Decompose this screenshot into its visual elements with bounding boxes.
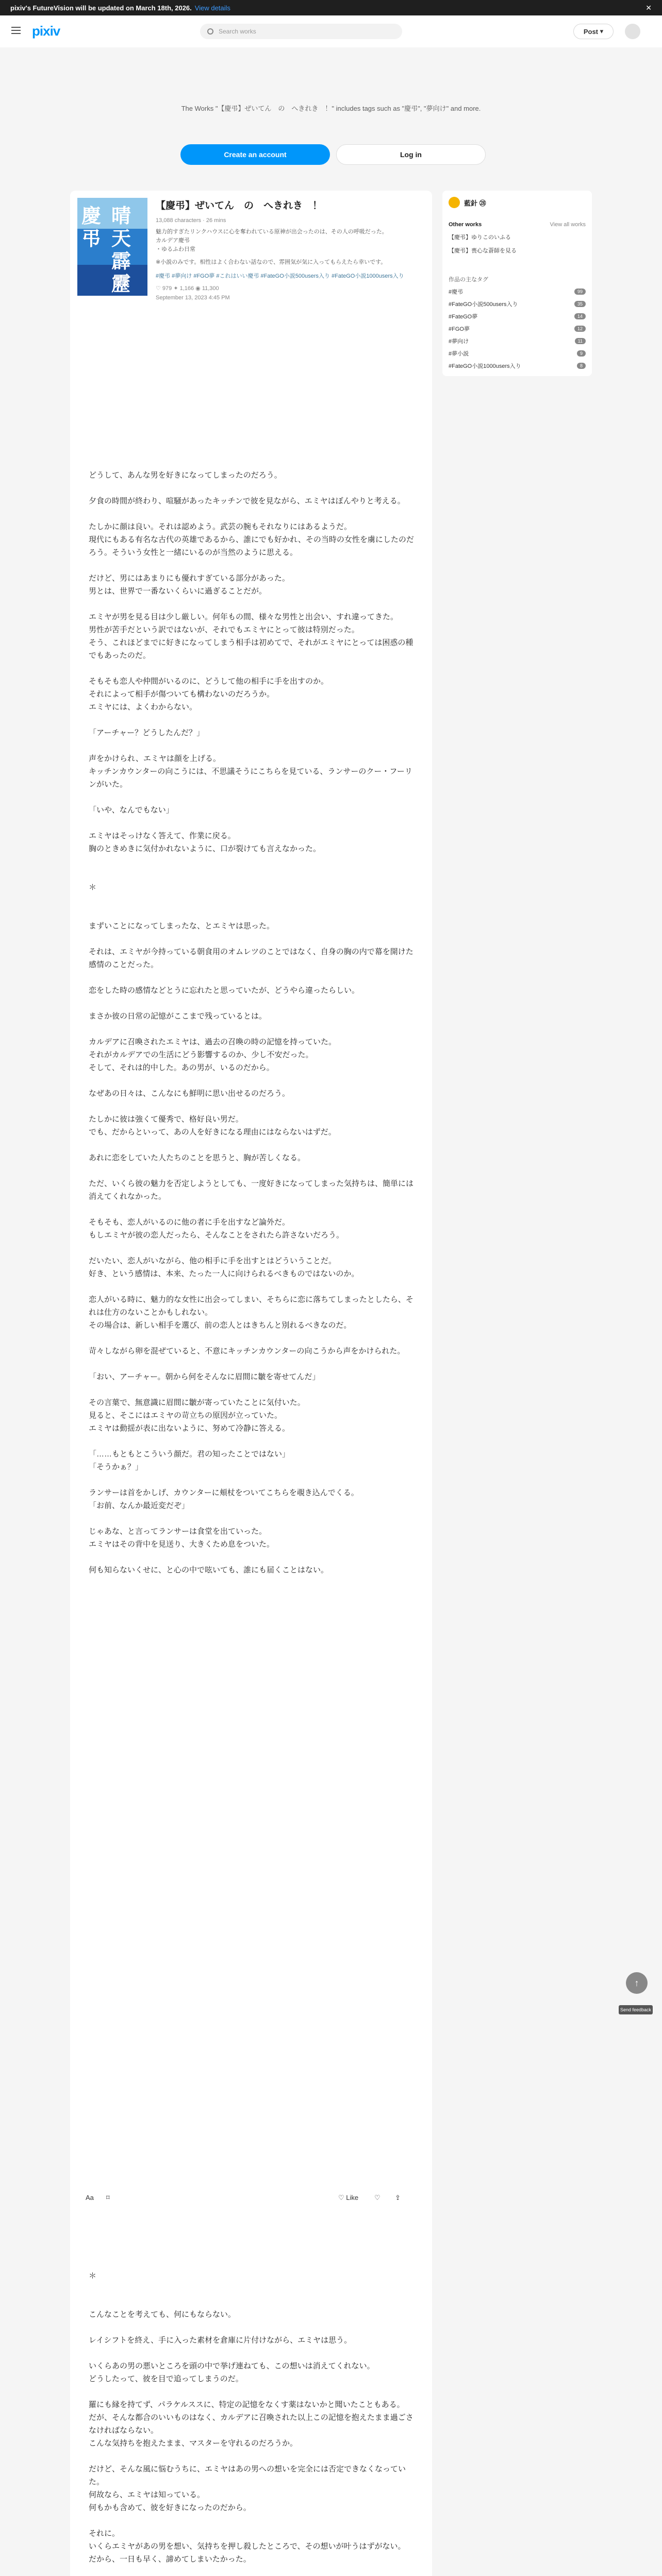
create-account-button[interactable]: Create an account <box>180 144 330 165</box>
menu-icon[interactable] <box>11 27 21 34</box>
sidebar-tag[interactable]: #夢小説 9 <box>449 349 586 358</box>
share-icon[interactable]: ⇪ <box>395 2194 401 2201</box>
work-description: 魅力的すぎたリンクハウスに心を奪われている原神が出会ったのは、その人の呼吸だった。 カルデア慶弔 ・ゆるふわ日常 <box>156 229 388 252</box>
heart-icon[interactable]: ♡ <box>374 2194 380 2201</box>
banner-link[interactable]: View details <box>194 4 230 12</box>
close-icon[interactable]: ✕ <box>646 4 652 12</box>
action-bar <box>70 2190 432 2208</box>
author-avatar[interactable] <box>449 197 460 208</box>
scroll-top-button[interactable]: ↑ <box>626 1972 648 1994</box>
other-work-item[interactable]: 【慶弔】ゆりこのいふる <box>449 234 511 241</box>
work-stats: ♡ 979 ✦ 1,166 ◉ 11,300 <box>156 285 219 292</box>
sidebar-tag[interactable]: #FateGO小説500users入り 35 <box>449 300 586 308</box>
other-work-item[interactable]: 【慶弔】喪心な蒼師を見る <box>449 248 517 254</box>
other-works-header: Other works View all works <box>449 222 586 228</box>
sidebar-tag[interactable]: #FateGO小説1000users入り 8 <box>449 362 586 370</box>
banner-message: pixiv's FutureVision will be updated on March 18th, 2026. <box>10 4 192 12</box>
sidebar-tag[interactable]: #FGO夢 12 <box>449 325 586 333</box>
work-info <box>156 199 424 301</box>
author-card <box>442 191 592 376</box>
author-name[interactable]: 藍針 ㉘ <box>449 197 586 208</box>
sidebar-tag[interactable]: #夢向け 11 <box>449 337 586 345</box>
novel-body: どうして、あんな男を好きになってしまったのだろう。 夕食の時間が終わり、喧騒があったキッチンで彼を見ながら、エミヤはぼんやりと考える。 たしかに顔は良い。それは認めよう。武芸の腕もそれなりにはあるようだ。 現代にもある有名な古代の英雄であるから、誰にでも好かれ、その当時の女性を虜にしたのだろう。そういう女性と一緒にいるのが当然のように思える。 だけど、男にはあまりにも優れすぎている部分があった。 男とは、世界で一番ないくらいに過ぎることだが。 エミヤが男を見る目は少し厳しい。何年もの間、様々な男性と出会い、すれ違ってきた。 男性が苦手だという訳ではないが、それでもエミヤにとって彼は特別だった。 そう、これほどまでに好きになってしまう相手は初めてで、それがエミヤにとっては困惑の種でもあったのだ。 そもそも恋人や仲間がいるのに、どうして他の相手に手を出すのか。 それによって相手が傷ついても構わないのだろうか。 エミヤには、よくわからない。 「アーチャー？どうしたんだ？」 声をかけられ、エミヤは顔を上げる。 キッチンカウンターの向こうには、不思議そうにこちらを見ている、ランサーのクー・フーリンがいた。 「いや、なんでもない」 エミヤはそっけなく答えて、作業に戻る。 胸のときめきに気付かれないように、口が裂けても言えなかった。 ＊ まずいことになってしまったな、とエミヤは思った。 それは、エミヤが今持っている朝食用のオムレツのことではなく、自身の胸の内で幕を開けた感情のことだった。 恋をした時の感情などとうに忘れたと思っていたが、どうやら違ったらしい。 まさか彼の日常の記憶がここまで残っているとは。 カルデアに召喚されたエミヤは、過去の召喚の時の記憶を持っていた。 それがカルデアでの生活にどう影響するのか、少し不安だった。 そして、それは的中した。あの男が、いるのだから。 なぜあの日々は、こんなにも鮮明に思い出せるのだろう。 たしかに彼は強くて優秀で、格好良い男だ。 でも、だからといって、あの人を好きになる理由にはならないはずだ。 あれに恋をしていた人たちのことを思うと、胸が苦しくなる。 ただ、いくら彼の魅力を否定しようとしても、一度好きになってしまった気持ちは、簡単には消えてくれなかった。 そもそも、恋人がいるのに他の者に手を出すなど論外だ。 もしエミヤが彼の恋人だったら、そんなことをされたら許さないだろう。 だいたい、恋人がいながら、他の相手に手を出すとはどういうことだ。 好き、という感情は、本来、たった一人に向けられるべきものではないのか。 恋人がいる時に、魅力的な女性に出会ってしまい、そちらに恋に落ちてしまったとしたら、それは仕方のないことかもしれない。 その場合は、新しい相手を選び、前の恋人とはきちんと別れるべきなのだ。 苛々しながら卵を混ぜていると、不意にキッチンカウンターの向こうから声をかけられた。 「おい、アーチャー。朝から何をそんなに眉間に皺を寄せてんだ」 その言葉で、無意識に眉間に皺が寄っていたことに気付いた。 見ると、そこにはエミヤの苛立ちの原因が立っていた。 エミヤは動揺が表に出ないように、努めて冷静に答える。 「……もともとこういう顔だ。君の知ったことではない」 「そうかぁ？」 ランサーは首をかしげ、カウンターに頬杖をついてこちらを覗き込んでくる。 「お前、なんか最近変だぞ」 じゃあな、と言ってランサーは食堂を出ていった。 エミヤはその背中を見送り、大きくため息をついた。 何も知らないくせに、と心の中で呟いても、誰にも届くことはない。 <box>89 471 414 1574</box>
feedback-button[interactable]: Send feedback <box>619 2005 653 2014</box>
work-meta: 13,088 characters · 26 mins <box>156 217 226 224</box>
font-size-icon[interactable]: Aa <box>86 2194 94 2201</box>
pixiv-logo[interactable]: pixiv <box>32 23 60 39</box>
post-button[interactable]: Post ▾ <box>573 24 614 39</box>
tag-notice: The Works "【慶弔】ぜいてん の へきれき ！" includes tags such as "慶弔", "夢向け" and more. <box>181 105 481 112</box>
bookmark-icon[interactable]: ⌑ <box>106 2194 110 2201</box>
post-date: September 13, 2023 4:45 PM <box>156 295 230 301</box>
tag-list[interactable]: #慶弔 #夢向け #FGO夢 #これはいい慶弔 #FateGO小説500users入り #FateGO小説1000users入り <box>156 273 404 279</box>
view-all-link[interactable]: View all works <box>550 222 586 228</box>
announcement-banner <box>0 0 662 15</box>
search-input[interactable] <box>200 24 402 39</box>
cover-text-b: 晴天霹靂 <box>111 206 131 295</box>
sidebar-tag[interactable]: #慶弔 99 <box>449 287 586 296</box>
tag-heading: 作品の主なタグ <box>449 277 488 283</box>
avatar[interactable] <box>625 24 640 39</box>
search-placeholder: Search works <box>219 28 256 35</box>
work-description-2: ※小説のみです。相性はよく合わない話なので、雰囲気が気に入ってもらえたら幸いです。 <box>156 259 387 265</box>
novel-main <box>70 191 432 2576</box>
search-icon <box>207 28 213 35</box>
top-header <box>0 15 662 47</box>
sidebar <box>442 191 592 376</box>
cover-text-a: 慶弔 <box>81 206 102 250</box>
novel-body-2: ＊ こんなことを考えても、何にもならない。 レイシフトを終え、手に入った素材を倉庫に片付けながら、エミヤは思う。 いくらあの男の悪いところを頭の中で挙げ連ねても、この想いは消えてくれない。 どうしたって、彼を目で追ってしまうのだ。 羅にも縁を持てず、パラケルススに、特定の記憶をなくす薬はないかと聞いたこともある。 だが、そんな都合のいいものはなく、カルデアに召喚された以上この記憶を抱えたまま過ごさなければならない。 こんな気持ちを抱えたまま、マスターを守れるのだろうか。 だけど、そんな風に悩むうちに、エミヤはあの男への想いを完全には否定できなくなっていた。 何故なら、エミヤは知っている。 何もかも含めて、彼を好きになったのだから。 それに。 いくらエミヤがあの男を想い、気持ちを押し殺したところで、その想いが叶うはずがない。 だから、一日も早く、諦めてしまいたかった。 <box>89 2272 413 2564</box>
sidebar-tag[interactable]: #FateGO夢 14 <box>449 312 586 320</box>
page-title: 【慶弔】ぜいてん の へきれき ！ <box>156 200 323 211</box>
cover-image[interactable] <box>77 198 147 296</box>
login-button[interactable]: Log in <box>336 144 486 165</box>
like-button[interactable]: ♡ Like <box>338 2194 359 2201</box>
